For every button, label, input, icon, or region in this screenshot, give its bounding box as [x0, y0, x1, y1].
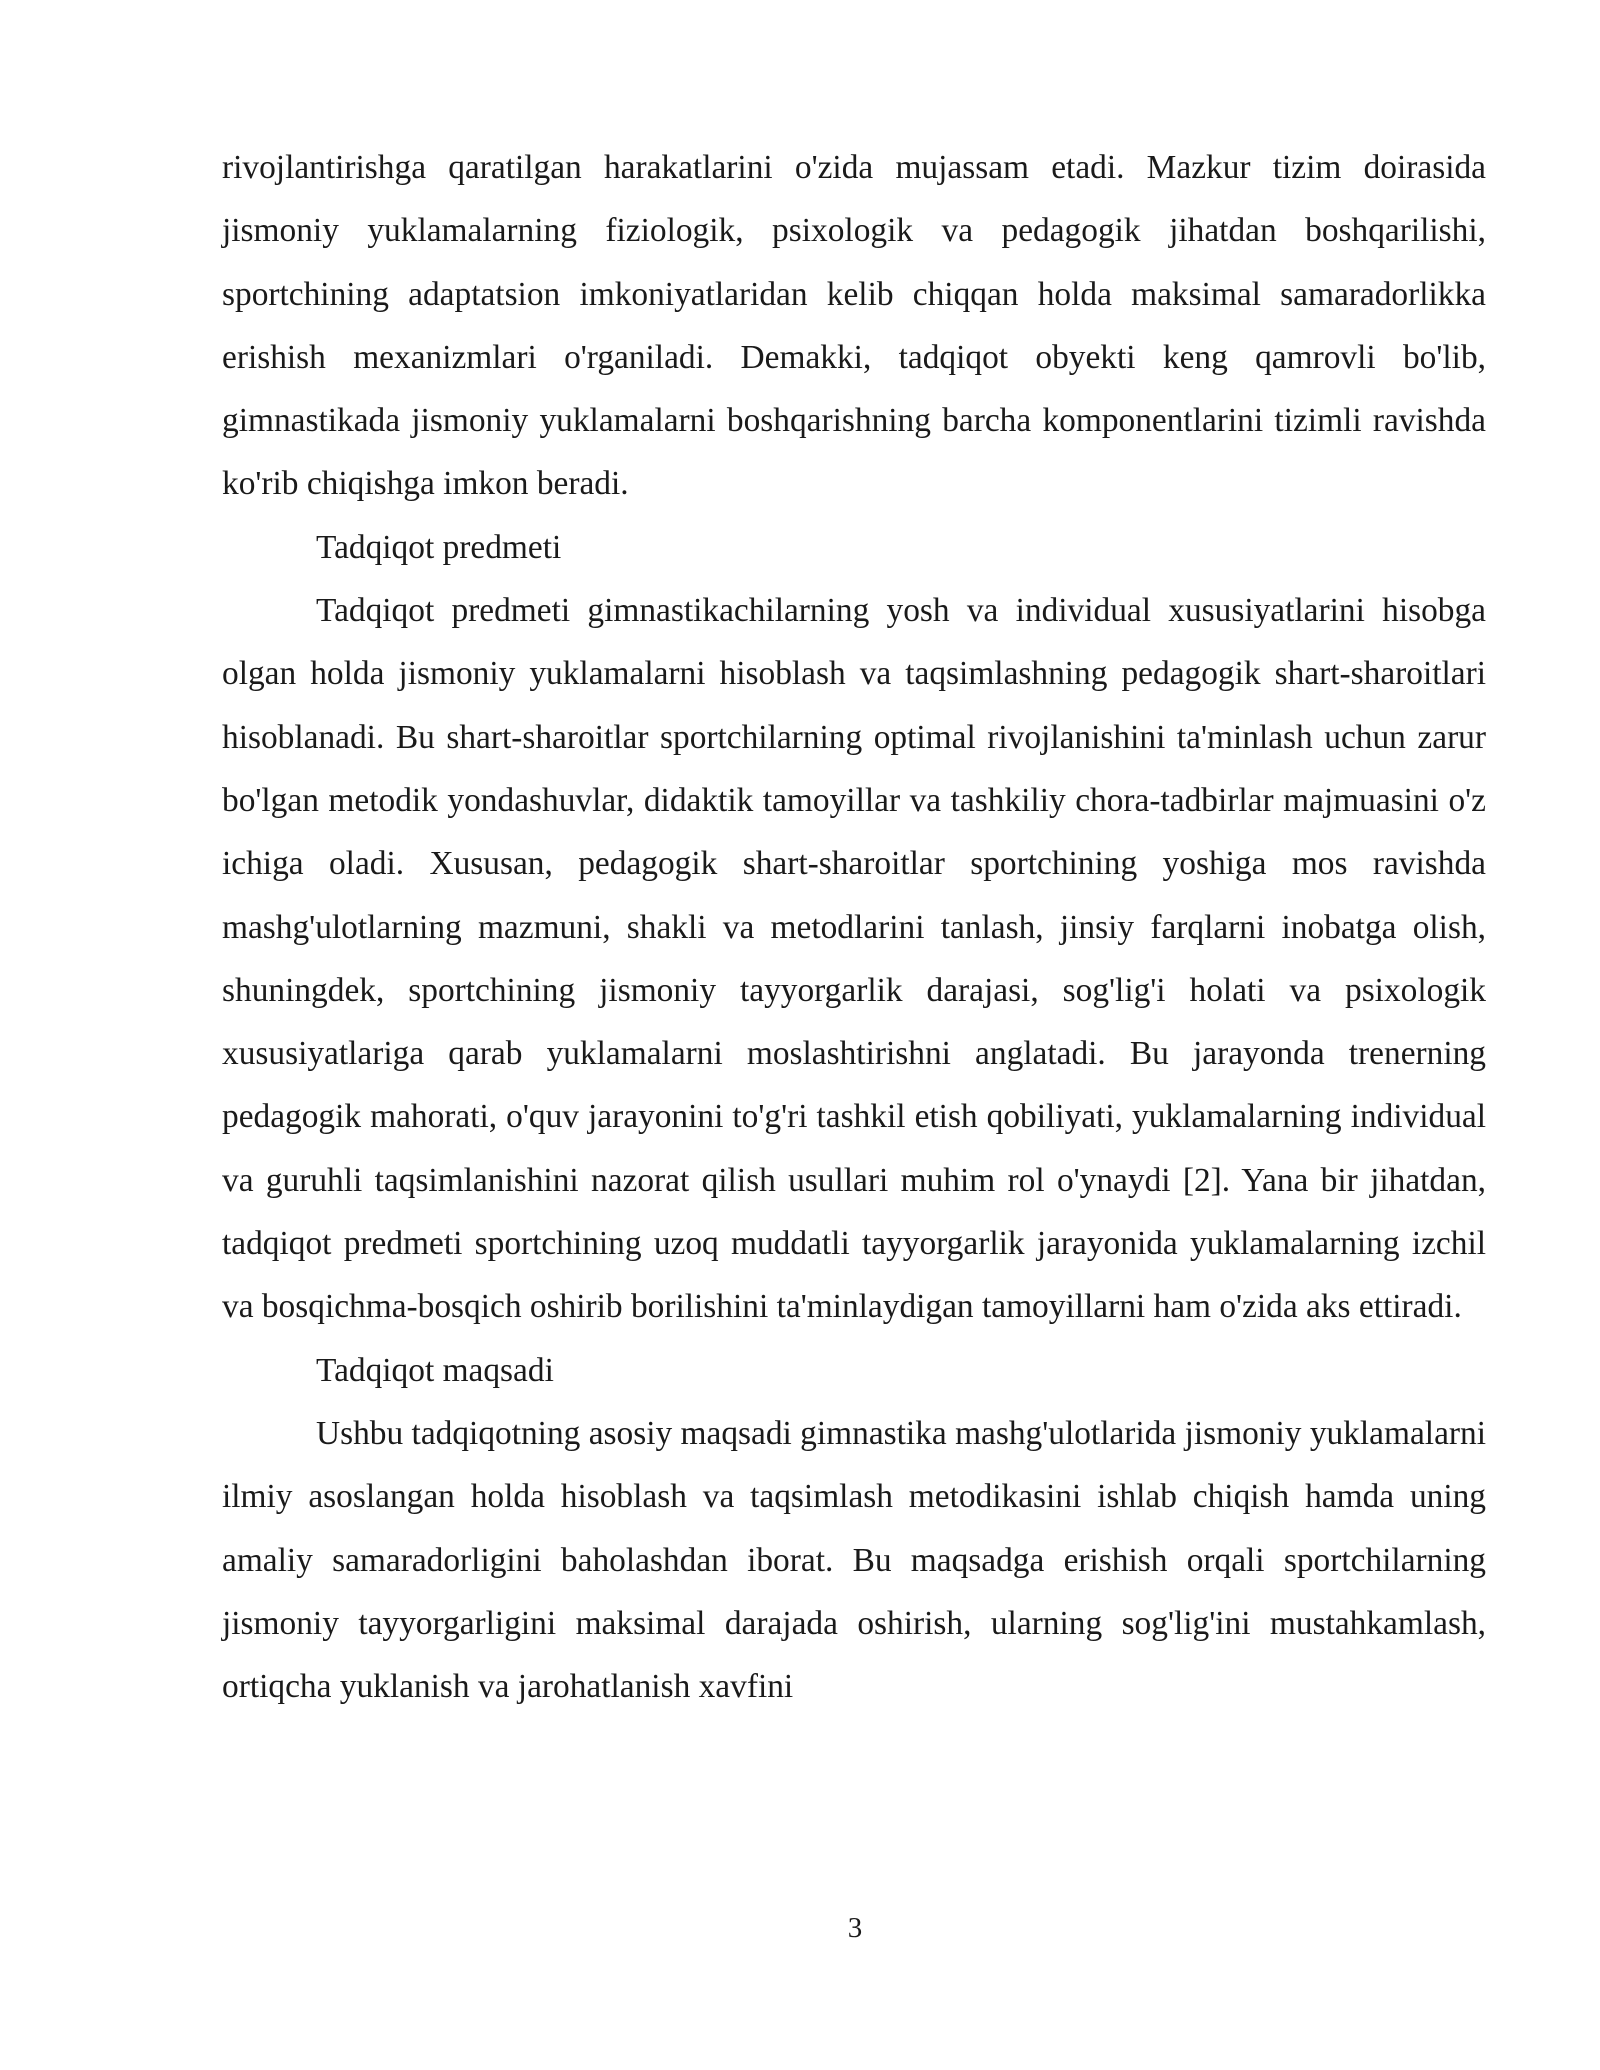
- section-heading-subject: Tadqiqot predmeti: [316, 528, 562, 566]
- section-heading-goal: Tadqiqot maqsadi: [316, 1351, 554, 1389]
- body-paragraph: rivojlantirishga qaratilgan harakatlarini o'zida mujassam etadi. Mazkur tizim doirasida jismoniy yuklamalarning fiziologik, psixologik va pedagogik jihatdan boshqarilishi, sportchining adaptatsion imkoniyatlaridan kelib chiqqan holda maksimal samaradorlikka erishish mexanizmlari o'rganiladi. Demakki, tadqiqot obyekti keng qamrovli bo'lib, gimnastikada jismoniy yuklamalarni boshqarishning barcha komponentlarini tizimli ravishda ko'rib chiqishga imkon beradi.: [222, 149, 1486, 503]
- body-paragraph: Ushbu tadqiqotning asosiy maqsadi gimnastika mashg'ulotlarida jismoniy yuklamalarni ilmiy asoslangan holda hisoblash va taqsimlash metodikasini ishlab chiqish hamda uning amaliy samaradorligini baholashdan iborat. Bu maqsadga erishish orqali sportchilarning jismoniy tayyorgarligini maksimal darajada oshirish, ularning sog'lig'ini mustahkamlash, ortiqcha yuklanish va jarohatlanish xavfini: [222, 1414, 1486, 1706]
- page-number: 3: [847, 1912, 863, 1944]
- body-paragraph: Tadqiqot predmeti gimnastikachilarning yosh va individual xususiyatlarini hisobga olgan holda jismoniy yuklamalarni hisoblash va taqsimlashning pedagogik shart-sharoitlari hisoblanadi. Bu shart-sharoitlar sportchilarning optimal rivojlanishini ta'minlash uchun zarur bo'lgan metodik yondashuvlar, didaktik tamoyillar va tashkiliy chora-tadbirlar majmuasini o'z ichiga oladi. Xususan, pedagogik shart-sharoitlar sportchining yoshiga mos ravishda mashg'ulotlarning mazmuni, shakli va metodlarini tanlash, jinsiy farqlarni inobatga olish, shuningdek, sportchining jismoniy tayyorgarlik darajasi, sog'lig'i holati va psixologik xususiyatlariga qarab yuklamalarni moslashtirishni anglatadi. Bu jarayonda trenerning pedagogik mahorati, o'quv jarayonini to'g'ri tashkil etish qobiliyati, yuklamalarning individual va guruhli taqsimlanishini nazorat qilish usullari muhim rol o'ynaydi [2]. Yana bir jihatdan, tadqiqot predmeti sportchining uzoq muddatli tayyorgarlik jarayonida yuklamalarning izchil va bosqichma-bosqich oshirib borilishini ta'minlaydigan tamoyillarni ham o'zida aks ettiradi.: [222, 592, 1486, 1326]
- document-body: [222, 136, 1486, 1718]
